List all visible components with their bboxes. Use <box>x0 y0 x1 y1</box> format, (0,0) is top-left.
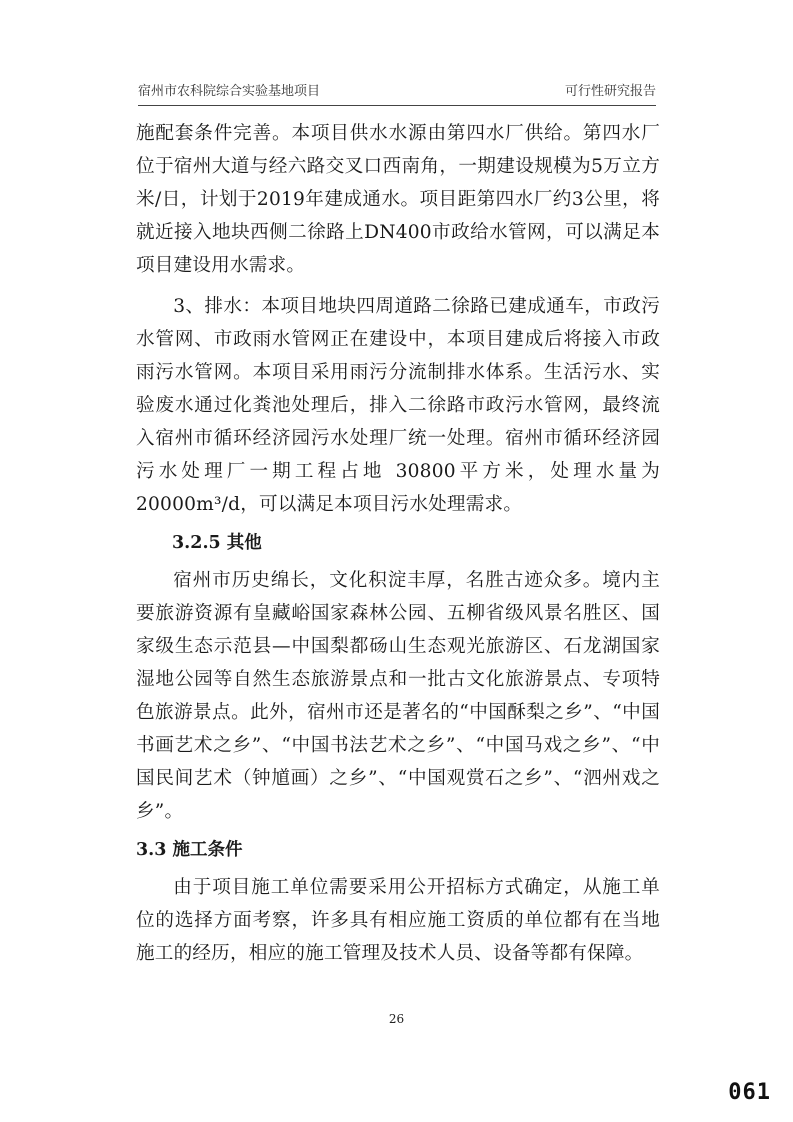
paragraph-tourism: 宿州市历史绵长，文化积淀丰厚，名胜古迹众多。境内主要旅游资源有皇藏峪国家森林公园、五柳省级风景名胜区、国家级生态示范县—中国梨都砀山生态观光旅游区、石龙湖国家湿地公园等自然生态旅游景点和一批古文化旅游景点、专项特色旅游景点。此外，宿州市还是著名的“中国酥梨之乡”、“中国书画艺术之乡”、“中国书法艺术之乡”、“中国马戏之乡”、“中国民间艺术（钟馗画）之乡”、“中国观赏石之乡”、“泗州戏之乡”。 <box>136 570 660 822</box>
paragraph-drainage: 3、排水：本项目地块四周道路二徐路已建成通车，市政污水管网、市政雨水管网正在建设中，本项目建成后将接入市政雨污水管网。本项目采用雨污分流制排水体系。生活污水、实验废水通过化粪池处理后，排入二徐路市政污水管网，最终流入宿州市循环经济园污水处理厂统一处理。宿州市循环经济园污水处理厂一期工程占地 30800平方米，处理水量为20000m³/d，可以满足本项目污水处理需求。 <box>136 296 660 515</box>
page-number: 26 <box>388 1012 405 1026</box>
archive-stamp: 061 <box>728 1080 771 1105</box>
document-body <box>136 117 660 970</box>
page-header <box>138 80 656 106</box>
header-project-title: 宿州市农科院综合实验基地项目 <box>138 84 321 99</box>
section-heading-3-3: 3.3 施工条件 <box>136 840 243 860</box>
paragraph-construction: 由于项目施工单位需要采用公开招标方式确定，从施工单位的选择方面考察，许多具有相应施工资质的单位都有在当地施工的经历，相应的施工管理及技术人员、设备等都有保障。 <box>136 877 660 964</box>
section-heading-3-2-5: 3.2.5 其他 <box>172 533 262 553</box>
paragraph-water-supply: 施配套条件完善。本项目供水水源由第四水厂供给。第四水厂位于宿州大道与经六路交叉口西南角，一期建设规模为5万立方米/日，计划于2019年建成通水。项目距第四水厂约3公里，将就近接入地块西侧二徐路上DN400市政给水管网，可以满足本项目建设用水需求。 <box>136 123 660 276</box>
header-report-title: 可行性研究报告 <box>564 84 656 99</box>
